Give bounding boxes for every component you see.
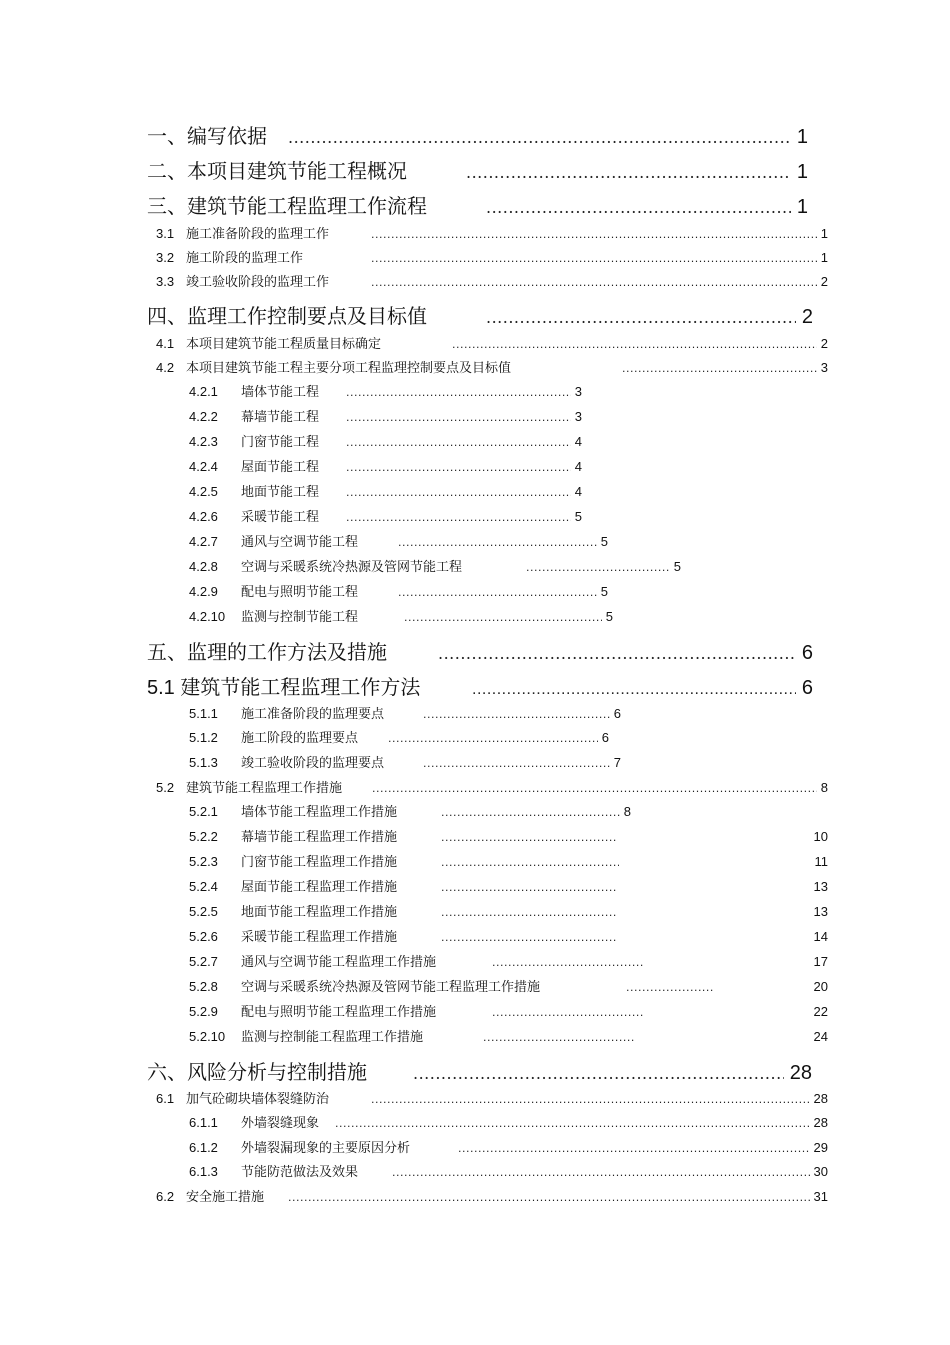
toc-entry-page: 29 — [813, 1140, 828, 1155]
toc-leader-dots — [335, 1117, 810, 1130]
toc-entry-page: 1 — [820, 250, 828, 265]
toc-entry-title: 本项目建筑节能工程质量目标确定 — [186, 337, 382, 352]
toc-entry-number: 4.2.1 — [189, 384, 218, 399]
toc-entry-title: 幕墙节能工程监理工作措施 — [241, 830, 398, 845]
toc-entry-number: 4.2.3 — [189, 434, 218, 449]
toc-entry[interactable] — [189, 951, 828, 971]
toc-entry-title: 监测与控制节能工程 — [241, 610, 359, 625]
toc-entry-page: 6 — [801, 677, 813, 699]
toc-entry-number: 6.1.2 — [189, 1140, 218, 1155]
toc-entry-page: 28 — [789, 1062, 812, 1084]
toc-entry-title: 四、监理工作控制要点及目标值 — [147, 304, 427, 328]
toc-entry-number: 5.2 — [156, 780, 175, 795]
toc-entry-number: 4.2.8 — [189, 559, 218, 574]
toc-entry-number: 5.2.4 — [189, 879, 218, 894]
toc-entry[interactable] — [156, 357, 828, 377]
toc-entry-page: 4 — [574, 484, 582, 499]
toc-entry-number: 4.2.10 — [189, 609, 226, 624]
toc-entry-title: 安全施工措施 — [186, 1190, 265, 1205]
toc-leader-dots — [346, 386, 571, 399]
toc-entry-page: 8 — [820, 780, 828, 795]
toc-entry-page: 10 — [813, 829, 828, 844]
toc-entry-title: 建筑节能工程监理工作措施 — [186, 781, 343, 796]
toc-entry[interactable] — [189, 926, 828, 946]
toc-entry-title: 门窗节能工程 — [241, 435, 320, 450]
toc-entry-page: 22 — [813, 1004, 828, 1019]
toc-entry-number: 5.2.6 — [189, 929, 218, 944]
toc-entry[interactable] — [156, 223, 828, 243]
toc-entry-title: 五、监理的工作方法及措施 — [147, 640, 387, 664]
toc-entry[interactable] — [189, 1137, 828, 1157]
toc-entry-number: 5.2.5 — [189, 904, 218, 919]
toc-entry[interactable] — [189, 431, 582, 451]
toc-entry-number: 5.1.3 — [189, 755, 218, 770]
toc-leader-dots — [441, 831, 618, 844]
toc-entry-number: 4.2.6 — [189, 509, 218, 524]
toc-entry-title: 通风与空调节能工程监理工作措施 — [241, 955, 437, 970]
toc-entry-number: 5.2.3 — [189, 854, 218, 869]
toc-entry-number: 4.2.9 — [189, 584, 218, 599]
toc-entry[interactable] — [189, 606, 613, 626]
toc-entry[interactable] — [189, 1001, 828, 1021]
toc-leader-dots — [371, 1093, 810, 1106]
toc-entry-number: 5.2.7 — [189, 954, 218, 969]
toc-entry-page: 30 — [813, 1164, 828, 1179]
toc-entry[interactable] — [147, 155, 808, 185]
toc-entry-page: 8 — [623, 804, 631, 819]
toc-entry[interactable] — [189, 381, 582, 401]
toc-entry[interactable] — [189, 801, 631, 821]
toc-entry-page: 2 — [820, 274, 828, 289]
toc-entry-title: 屋面节能工程监理工作措施 — [241, 880, 398, 895]
toc-leader-dots — [458, 1142, 810, 1155]
toc-entry-title: 外墙裂漏现象的主要原因分析 — [241, 1141, 411, 1156]
toc-leader-dots — [392, 1166, 810, 1179]
toc-entry-page: 1 — [796, 196, 808, 218]
toc-entry[interactable] — [147, 120, 808, 150]
toc-entry[interactable] — [189, 826, 828, 846]
toc-entry[interactable] — [189, 876, 828, 896]
toc-entry-title: 施工阶段的监理要点 — [241, 731, 359, 746]
toc-entry[interactable] — [189, 727, 609, 747]
toc-entry-number: 5.2.9 — [189, 1004, 218, 1019]
toc-entry-page: 5 — [574, 509, 582, 524]
toc-entry-page: 31 — [813, 1189, 828, 1204]
toc-leader-dots — [371, 228, 817, 241]
toc-entry-page: 4 — [574, 434, 582, 449]
toc-leader-dots — [441, 931, 618, 944]
toc-entry-title: 施工准备阶段的监理要点 — [241, 707, 385, 722]
toc-entry-page: 2 — [801, 306, 813, 328]
toc-leader-dots — [346, 461, 571, 474]
toc-entry-title: 5.1 建筑节能工程监理工作方法 — [147, 677, 421, 699]
toc-entry-page: 5 — [673, 559, 681, 574]
toc-entry-page: 6 — [801, 642, 813, 664]
toc-leader-dots — [372, 782, 817, 795]
toc-entry-page: 13 — [813, 879, 828, 894]
toc-entry-number: 4.2.5 — [189, 484, 218, 499]
toc-entry[interactable] — [147, 300, 813, 330]
toc-leader-dots — [388, 732, 598, 745]
toc-entry[interactable] — [147, 636, 813, 666]
toc-entry-page: 5 — [600, 584, 608, 599]
toc-entry-title: 节能防范做法及效果 — [241, 1165, 359, 1180]
toc-leader-dots — [483, 1031, 634, 1044]
toc-entry-number: 5.2.10 — [189, 1029, 226, 1044]
toc-leader-dots — [438, 644, 796, 663]
toc-entry[interactable] — [147, 671, 813, 701]
toc-entry-page: 24 — [813, 1029, 828, 1044]
toc-entry-number: 5.2.2 — [189, 829, 218, 844]
toc-entry-page: 5 — [605, 609, 613, 624]
toc-leader-dots — [472, 681, 796, 699]
toc-entry-title: 屋面节能工程 — [241, 460, 320, 475]
toc-entry-title: 施工阶段的监理工作 — [186, 251, 304, 266]
toc-leader-dots — [371, 276, 817, 289]
toc-entry-title: 配电与照明节能工程监理工作措施 — [241, 1005, 437, 1020]
toc-entry-number: 3.2 — [156, 250, 175, 265]
toc-entry-number: 4.1 — [156, 336, 175, 351]
toc-entry-title: 外墙裂缝现象 — [241, 1116, 320, 1131]
toc-entry[interactable] — [189, 581, 608, 601]
toc-leader-dots — [413, 1064, 784, 1083]
toc-entry[interactable] — [189, 506, 582, 526]
toc-leader-dots — [346, 486, 571, 499]
toc-entry-number: 5.1.2 — [189, 730, 218, 745]
toc-leader-dots — [398, 536, 597, 549]
toc-entry-number: 3.3 — [156, 274, 175, 289]
toc-leader-dots — [441, 856, 619, 869]
toc-entry[interactable] — [189, 752, 621, 772]
toc-entry[interactable] — [189, 556, 681, 576]
toc-entry-title: 墙体节能工程 — [241, 385, 320, 400]
toc-leader-dots — [486, 308, 796, 327]
toc-leader-dots — [398, 586, 597, 599]
toc-leader-dots — [404, 611, 602, 624]
toc-entry-title: 三、建筑节能工程监理工作流程 — [147, 194, 427, 218]
toc-entry[interactable] — [189, 481, 582, 501]
toc-entry[interactable] — [189, 703, 621, 723]
toc-entry-title: 门窗节能工程监理工作措施 — [241, 855, 398, 870]
toc-leader-dots — [423, 708, 610, 721]
toc-leader-dots — [346, 436, 571, 449]
toc-entry-page: 6 — [601, 730, 609, 745]
toc-entry-page: 3 — [574, 384, 582, 399]
toc-entry-title: 配电与照明节能工程 — [241, 585, 359, 600]
toc-entry[interactable] — [189, 851, 828, 871]
toc-entry-page: 28 — [813, 1091, 828, 1106]
toc-entry-page: 3 — [820, 360, 828, 375]
toc-entry[interactable] — [147, 1056, 812, 1086]
toc-entry-title: 施工准备阶段的监理工作 — [186, 227, 330, 242]
toc-entry-number: 6.1.1 — [189, 1115, 218, 1130]
toc-entry-number: 4.2.7 — [189, 534, 218, 549]
toc-leader-dots — [288, 1191, 810, 1204]
toc-entry[interactable] — [189, 456, 582, 476]
toc-entry-number: 6.1.3 — [189, 1164, 218, 1179]
toc-entry-number: 4.2 — [156, 360, 175, 375]
toc-leader-dots — [441, 906, 618, 919]
toc-entry-title: 地面节能工程 — [241, 485, 320, 500]
toc-entry-title: 幕墙节能工程 — [241, 410, 320, 425]
toc-entry-number: 5.2.1 — [189, 804, 218, 819]
toc-entry[interactable] — [156, 247, 828, 267]
toc-leader-dots — [626, 981, 714, 994]
toc-entry-title: 监测与控制能工程监理工作措施 — [241, 1030, 424, 1045]
toc-entry[interactable] — [156, 1088, 828, 1108]
toc-entry-page: 17 — [813, 954, 828, 969]
toc-entry-page: 5 — [600, 534, 608, 549]
toc-entry-page: 1 — [820, 226, 828, 241]
toc-leader-dots — [492, 1006, 644, 1019]
toc-leader-dots — [526, 561, 670, 574]
toc-leader-dots — [346, 511, 571, 524]
toc-entry[interactable] — [189, 901, 828, 921]
toc-entry-page: 1 — [796, 126, 808, 148]
toc-entry-page: 3 — [574, 409, 582, 424]
toc-leader-dots — [441, 806, 620, 819]
toc-entry[interactable] — [156, 271, 828, 291]
toc-entry-number: 5.2.8 — [189, 979, 218, 994]
toc-entry[interactable] — [147, 190, 808, 220]
toc-leader-dots — [288, 128, 791, 147]
toc-entry-title: 本项目建筑节能工程主要分项工程监理控制要点及目标值 — [186, 361, 512, 376]
toc-entry-number: 6.2 — [156, 1189, 175, 1204]
toc-entry-page: 28 — [813, 1115, 828, 1130]
toc-entry[interactable] — [189, 1161, 828, 1181]
toc-leader-dots — [492, 956, 644, 969]
toc-entry-title: 一、编写依据 — [147, 124, 267, 148]
toc-leader-dots — [346, 411, 571, 424]
toc-entry-title: 采暖节能工程 — [241, 510, 320, 525]
toc-entry[interactable] — [156, 1186, 828, 1206]
toc-leader-dots — [622, 362, 817, 375]
toc-entry-title: 空调与采暖系统冷热源及管网节能工程 — [241, 560, 463, 575]
toc-entry-title: 竣工验收阶段的监理工作 — [186, 275, 330, 290]
toc-entry-page: 20 — [813, 979, 828, 994]
toc-entry-page: 1 — [796, 161, 808, 183]
toc-leader-dots — [486, 198, 791, 217]
toc-entry-title: 采暖节能工程监理工作措施 — [241, 930, 398, 945]
toc-entry[interactable] — [189, 1112, 828, 1132]
toc-entry-page: 4 — [574, 459, 582, 474]
toc-entry[interactable] — [156, 777, 828, 797]
toc-entry-title: 六、风险分析与控制措施 — [147, 1060, 367, 1084]
toc-entry-page: 6 — [613, 706, 621, 721]
toc-entry-page: 11 — [814, 854, 828, 869]
toc-entry[interactable] — [189, 976, 828, 996]
toc-entry-title: 竣工验收阶段的监理要点 — [241, 756, 385, 771]
toc-entry-page: 14 — [813, 929, 828, 944]
toc-leader-dots — [466, 163, 791, 182]
toc-leader-dots — [441, 881, 618, 894]
toc-entry-number: 3.1 — [156, 226, 175, 241]
toc-entry-page: 7 — [613, 755, 621, 770]
toc-leader-dots — [423, 757, 610, 770]
toc-entry-title: 墙体节能工程监理工作措施 — [241, 805, 398, 820]
toc-entry-title: 加气砼砌块墙体裂缝防治 — [186, 1092, 330, 1107]
toc-entry-number: 4.2.2 — [189, 409, 218, 424]
toc-entry-title: 地面节能工程监理工作措施 — [241, 905, 398, 920]
toc-leader-dots — [371, 252, 817, 265]
toc-entry-title: 二、本项目建筑节能工程概况 — [147, 159, 407, 183]
toc-entry[interactable] — [189, 1026, 828, 1046]
toc-entry-number: 5.1.1 — [189, 706, 218, 721]
toc-leader-dots — [452, 338, 817, 351]
toc-entry[interactable] — [189, 531, 608, 551]
toc-entry-page: 2 — [820, 336, 828, 351]
toc-entry-page: 13 — [813, 904, 828, 919]
toc-entry-title: 空调与采暖系统冷热源及管网节能工程监理工作措施 — [241, 980, 541, 995]
toc-entry-number: 6.1 — [156, 1091, 175, 1106]
toc-entry-number: 4.2.4 — [189, 459, 218, 474]
toc-entry[interactable] — [189, 406, 582, 426]
toc-entry[interactable] — [156, 333, 828, 353]
toc-entry-title: 通风与空调节能工程 — [241, 535, 359, 550]
